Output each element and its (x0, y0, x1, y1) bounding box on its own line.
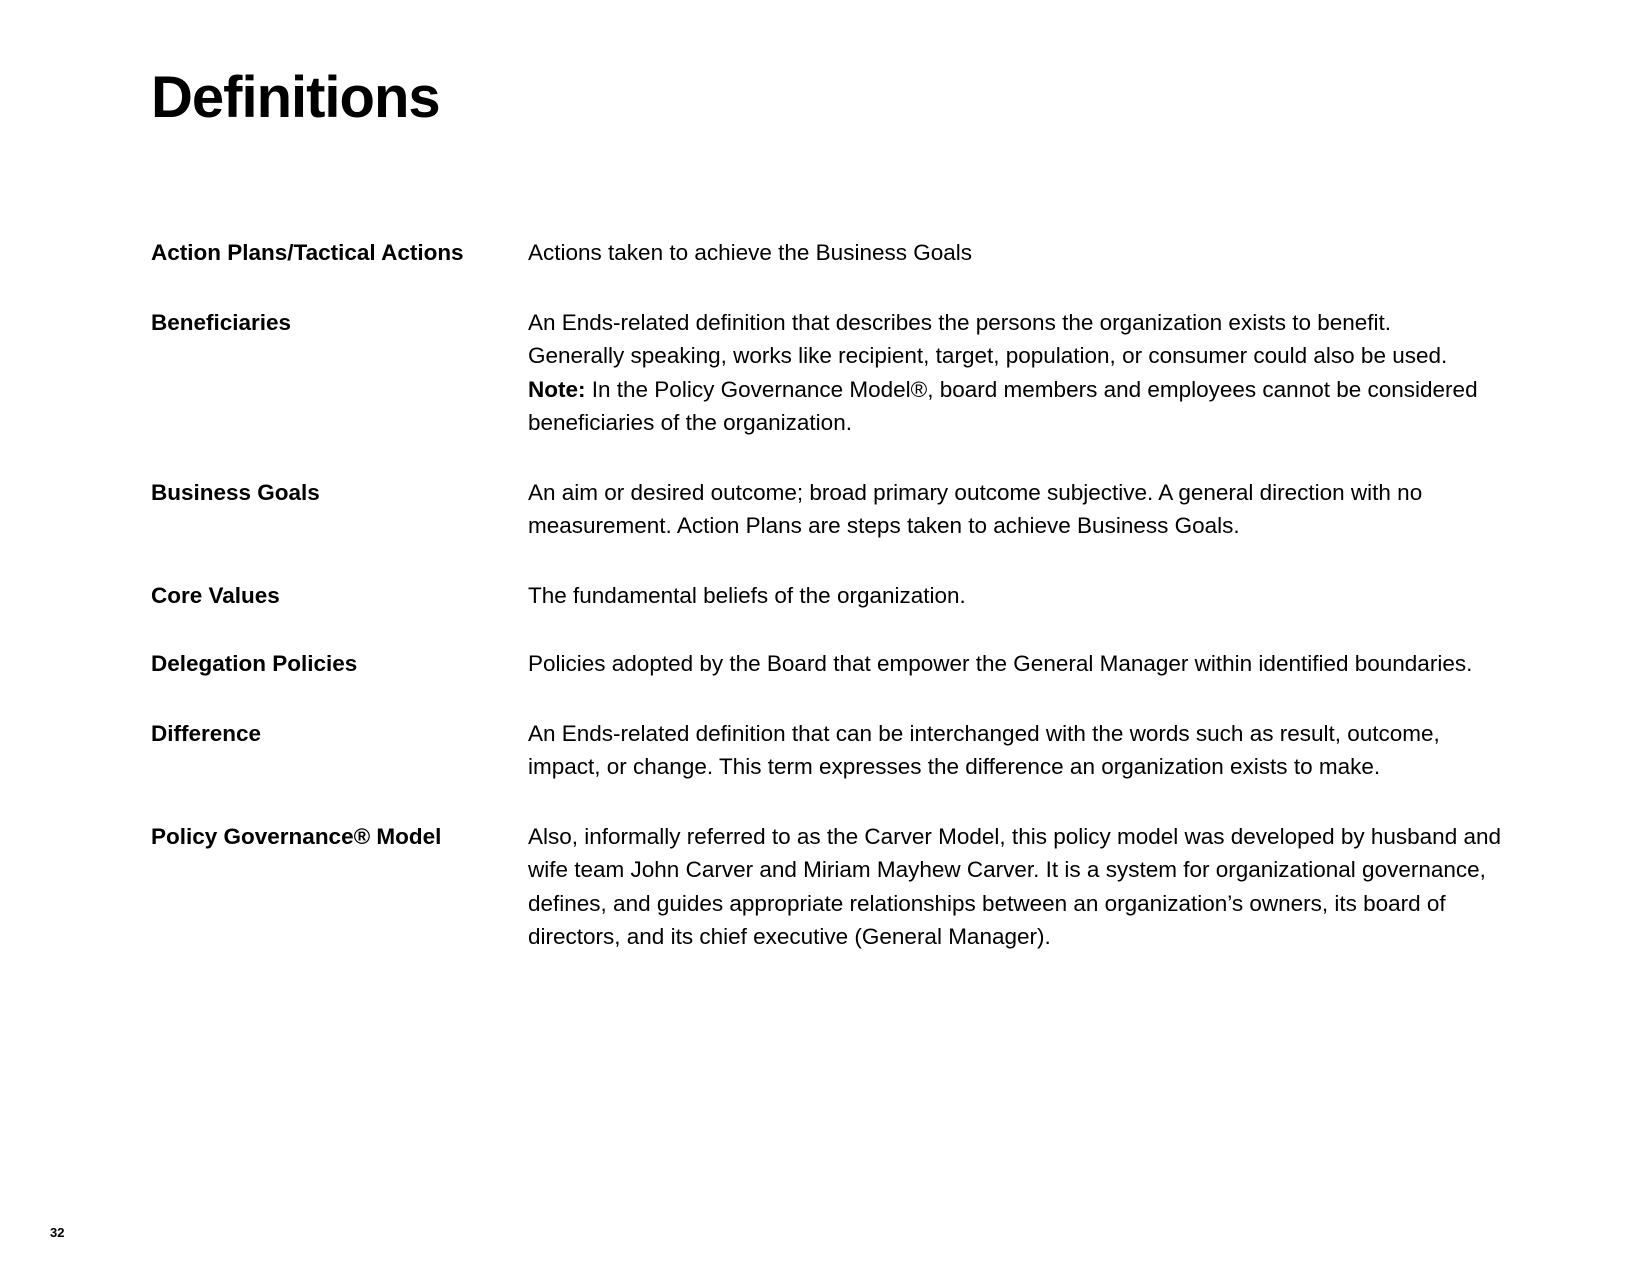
definition-text (528, 306, 1563, 440)
note-label: Note: (528, 376, 586, 402)
definition-line: defines, and guides appropriate relationships between an organization’s owners, its board of (528, 890, 1446, 916)
definition-line: beneficiaries of the organization. (528, 410, 852, 435)
definition-text (528, 476, 1563, 543)
definition-line: wife team John Carver and Miriam Mayhew Carver. It is a system for organizational governance, (528, 857, 1486, 882)
definition-text (528, 647, 1563, 681)
definition-line: Actions taken to achieve the Business Goals (528, 240, 973, 265)
definition-line: Generally speaking, works like recipient, target, population, or consumer could also be used. (528, 343, 1448, 368)
definition-line: The fundamental beliefs of the organization. (528, 582, 966, 608)
definition-term: Policy Governance® Model (151, 823, 442, 849)
definition-row (151, 820, 1571, 954)
definition-text (528, 820, 1563, 954)
definition-line: An Ends-related definition that describes the persons the organization exists to benefit. (528, 309, 1392, 335)
definition-term: Delegation Policies (151, 651, 358, 676)
definition-row (151, 306, 1571, 440)
definition-row (151, 579, 1571, 613)
definition-line: directors, and its chief executive (General Manager). (528, 924, 1051, 949)
definition-line: Policies adopted by the Board that empower the General Manager within identified boundaries. (528, 651, 1473, 676)
definition-term: Beneficiaries (151, 309, 292, 335)
definition-text (528, 717, 1563, 784)
note-line (528, 373, 1563, 407)
definition-line: An aim or desired outcome; broad primary outcome subjective. A general direction with no (528, 479, 1423, 505)
page-number: 32 (50, 1225, 65, 1240)
definition-term: Core Values (151, 582, 280, 608)
definition-text (528, 579, 1563, 613)
definition-line: measurement. Action Plans are steps taken to achieve Business Goals. (528, 513, 1240, 538)
definition-term: Business Goals (151, 479, 320, 505)
definition-row (151, 647, 1571, 681)
definition-term: Action Plans/Tactical Actions (151, 240, 464, 265)
definition-line: impact, or change. This term expresses the difference an organization exists to make. (528, 754, 1381, 779)
definitions-list (151, 236, 1571, 954)
definition-text (528, 236, 1563, 270)
definition-row (151, 236, 1571, 270)
definition-term: Difference (151, 720, 262, 746)
definition-line: Also, informally referred to as the Carver Model, this policy model was developed by husband and (528, 823, 1502, 849)
page-title: Definitions (151, 65, 440, 130)
note-text: In the Policy Governance Model®, board members and employees cannot be considered (585, 376, 1478, 402)
definition-row (151, 476, 1571, 543)
definition-line: An Ends-related definition that can be interchanged with the words such as result, outcome, (528, 720, 1440, 746)
definition-row (151, 717, 1571, 784)
